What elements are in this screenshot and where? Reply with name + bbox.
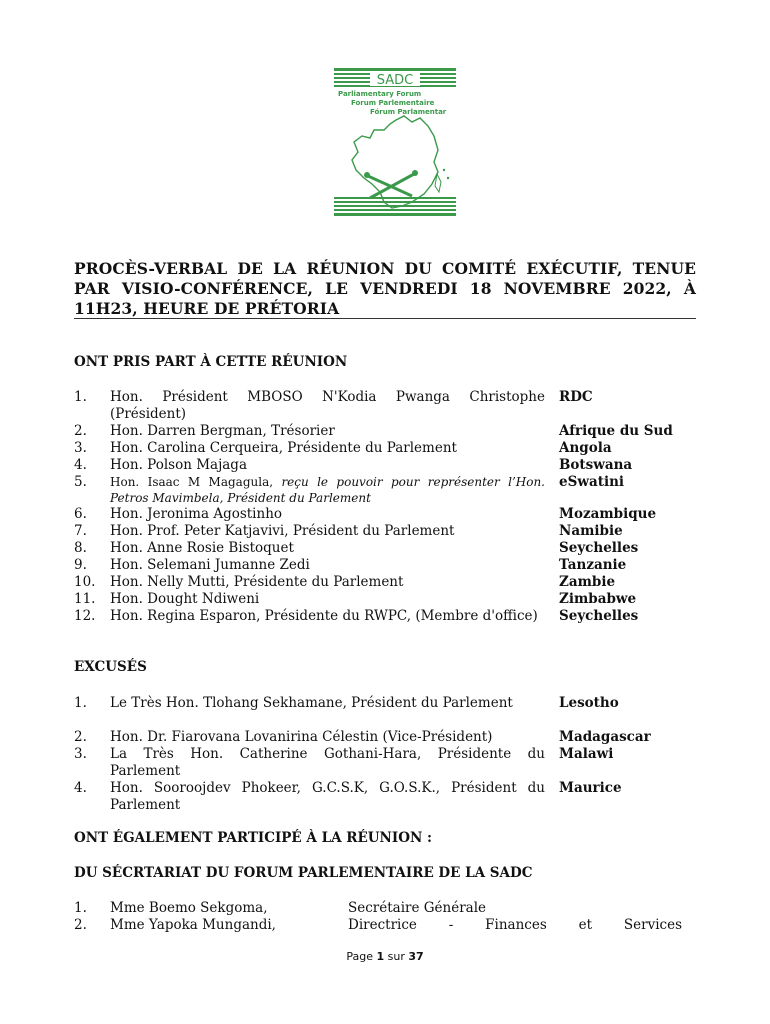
proxy-note: reçu le pouvoir pour représenter l’Hon. Petros Mavimbela, Président du Parlement bbox=[110, 475, 545, 505]
logo-line-portuguese: Fórum Parlamentar bbox=[370, 108, 447, 116]
list-item: 5. Hon. Isaac M Magagula, reçu le pouvoir pour représenter l’Hon. Petros Mavimbela, Président du Parlement eSwatini bbox=[74, 474, 625, 505]
sadc-pf-logo bbox=[334, 66, 456, 234]
list-item: 4. Hon. Polson Majaga Botswana bbox=[74, 457, 633, 473]
list-item: 3. Hon. Carolina Cerqueira, Présidente du Parlement Angola bbox=[74, 440, 612, 456]
list-item: 1. Le Très Hon. Tlohang Sekhamane, Président du Parlement Lesotho bbox=[74, 695, 619, 711]
list-item: 3. La Très Hon. Catherine Gothani-Hara, Présidente du Parlement Malawi bbox=[74, 746, 614, 779]
list-item: 11. Hon. Dought Ndiweni Zimbabwe bbox=[74, 591, 637, 607]
secretariat-heading: DU SÉCRTARIAT DU FORUM PARLEMENTAIRE DE LA SADC bbox=[74, 865, 533, 881]
list-item: 1. Mme Boemo Sekgoma, Secrétaire Générale bbox=[74, 900, 487, 916]
list-item: 2. Mme Yapoka Mungandi, Directrice - Finances et Services bbox=[74, 917, 682, 933]
list-item: 7. Hon. Prof. Peter Katjavivi, Président du Parlement Namibie bbox=[74, 523, 623, 539]
present-list bbox=[74, 389, 696, 625]
list-item: 1. Hon. Président MBOSO N'Kodia Pwanga Christophe (Président) RDC bbox=[74, 389, 593, 422]
logo-line-english: Parliamentary Forum bbox=[338, 90, 422, 98]
secretariat-list bbox=[74, 900, 696, 934]
list-item: 9. Hon. Selemani Jumanne Zedi Tanzanie bbox=[74, 557, 627, 573]
africa-map-outline bbox=[352, 116, 438, 208]
logo-line-french: Forum Parlementaire bbox=[351, 99, 435, 107]
list-item: 6. Hon. Jeronima Agostinho Mozambique bbox=[74, 506, 657, 522]
list-item: 10. Hon. Nelly Mutti, Présidente du Parlement Zambie bbox=[74, 574, 616, 590]
sadc-logo-graphic bbox=[334, 66, 456, 234]
excused-heading: EXCUSÉS bbox=[74, 659, 147, 675]
excused-list bbox=[74, 695, 696, 814]
logo-acronym: SADC bbox=[376, 73, 414, 88]
page-total: 37 bbox=[408, 950, 424, 963]
list-item: 2. Hon. Dr. Fiarovana Lovanirina Célestin (Vice-Président) Madagascar bbox=[74, 729, 651, 745]
title-divider bbox=[74, 318, 696, 319]
also-heading: ONT ÉGALEMENT PARTICIPÉ À LA RÉUNION : bbox=[74, 830, 432, 846]
page-footer: Page 1 sur 37 bbox=[346, 950, 424, 963]
page-number: 1 bbox=[376, 950, 385, 963]
list-item: 12. Hon. Regina Esparon, Présidente du RWPC, (Membre d'office) Seychelles bbox=[74, 608, 639, 624]
list-item: 2. Hon. Darren Bergman, Trésorier Afrique du Sud bbox=[74, 423, 673, 439]
present-heading: ONT PRIS PART À CETTE RÉUNION bbox=[74, 354, 348, 370]
list-item: 4. Hon. Sooroojdev Phokeer, G.C.S.K, G.O.S.K., Président du Parlement Maurice bbox=[74, 780, 622, 813]
document-title: PROCÈS-VERBAL DE LA RÉUNION DU COMITÉ EXÉCUTIF, TENUE PAR VISIO-CONFÉRENCE, LE VENDREDI 18 NOVEMBRE 2022, À 11H23, HEURE DE PRÉTORIA bbox=[74, 259, 696, 318]
list-item: 8. Hon. Anne Rosie Bistoquet Seychelles bbox=[74, 540, 639, 556]
